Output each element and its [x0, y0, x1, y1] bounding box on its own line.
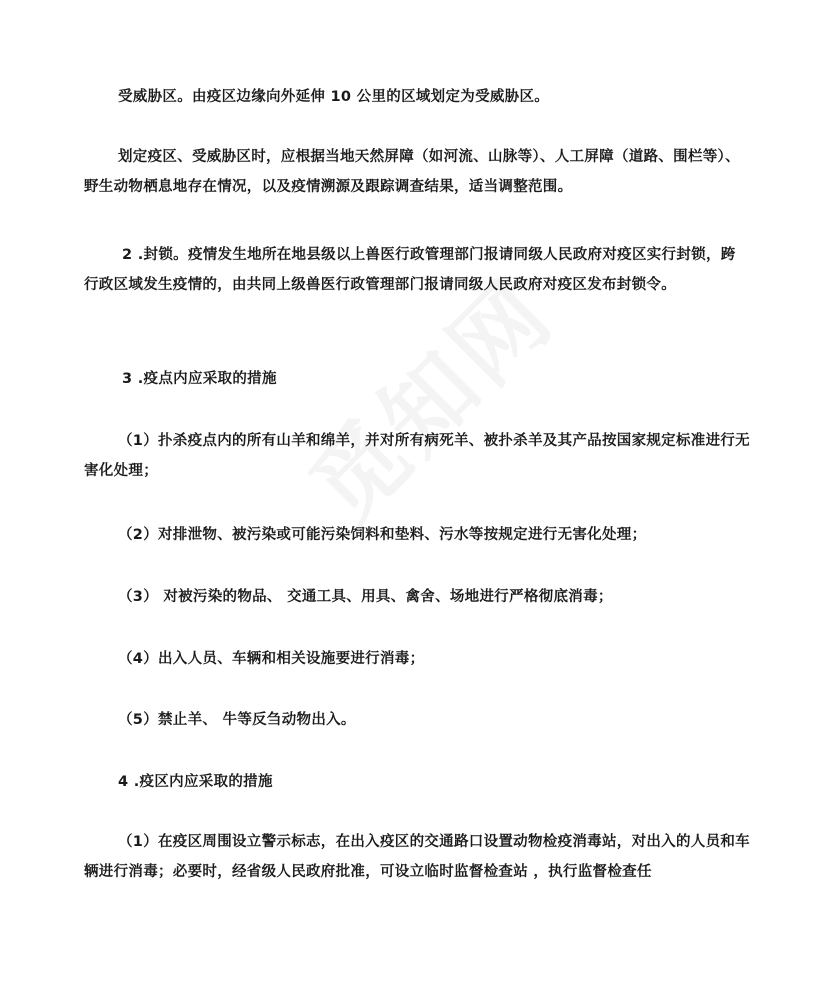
paragraph-threatened-zone: 受威胁区。由疫区边缘向外延伸 10 公里的区域划定为受威胁区。: [118, 89, 550, 105]
list-item-checkpoints: （1）在疫区周围设立警示标志，在出入疫区的交通路口设置动物检疫消毒站，对出入的人员和车辆进行消毒；必要时，经省级人民政府批准，可设立临时监督检查站 ，执行监督检查任: [84, 834, 750, 880]
section-heading-epidemic-zone: 4 .疫区内应采取的措施: [118, 774, 273, 790]
list-item-waste: （2）对排泄物、被污染或可能污染饲料和垫料、污水等按规定进行无害化处理；: [118, 527, 647, 543]
list-item-cull: （1）扑杀疫点内的所有山羊和绵羊，并对所有病死羊、被扑杀羊及其产品按国家规定标准进行无害化处理；: [84, 433, 750, 479]
paragraph-zone-adjustment: 划定疫区、受威胁区时，应根据当地天然屏障（如河流、山脉等）、人工屏障（道路、围栏等）、野生动物栖息地存在情况，以及疫情溯源及跟踪调查结果，适当调整范围。: [84, 149, 740, 195]
paragraph-blockade: 2 .封锁。疫情发生地所在地县级以上兽医行政管理部门报请同级人民政府对疫区实行封锁，跨行政区域发生疫情的，由共同上级兽医行政管理部门报请同级人民政府对疫区发布封锁令。: [84, 247, 736, 293]
list-item-disinfect-items: （3） 对被污染的物品、 交通工具、用具、禽舍、场地进行严格彻底消毒；: [118, 589, 613, 605]
section-heading-epidemic-point: 3 .疫点内应采取的措施: [122, 371, 277, 387]
list-item-ban-ruminants: （5）禁止羊、 牛等反刍动物出入。: [118, 712, 356, 728]
list-item-disinfect-people: （4）出入人员、车辆和相关设施要进行消毒；: [118, 651, 425, 667]
